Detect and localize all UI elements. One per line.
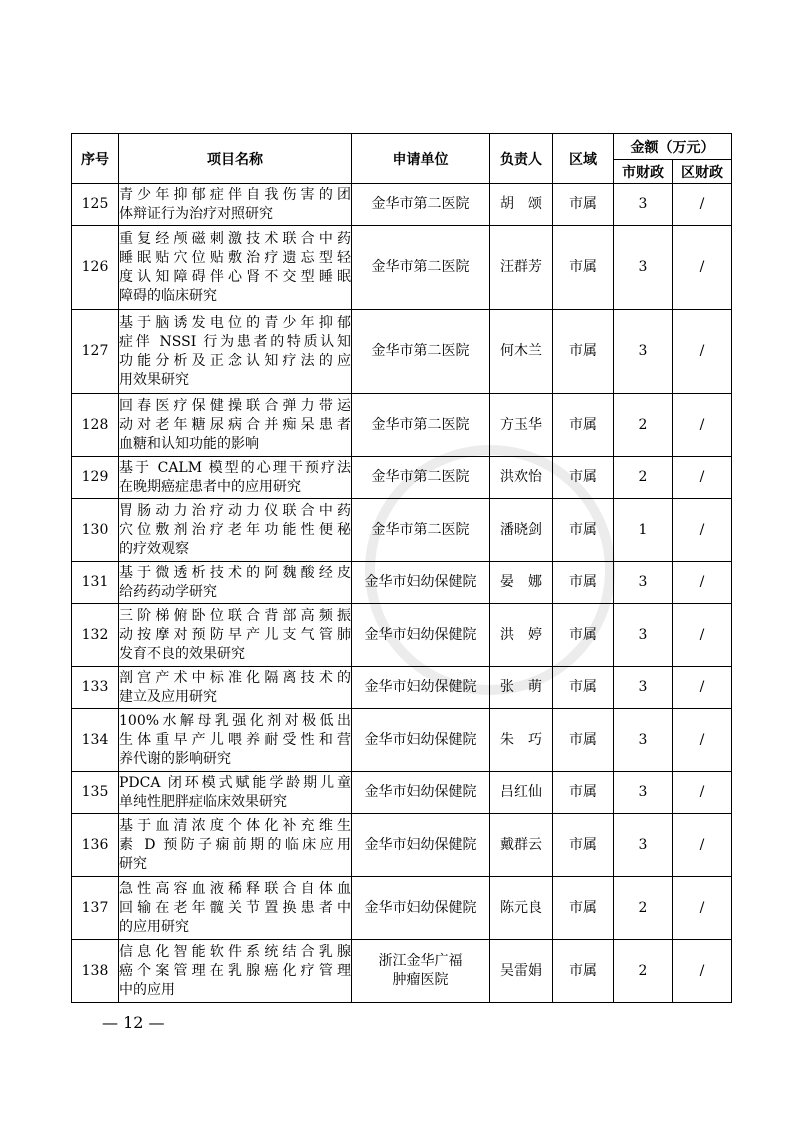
- row-city-finance: 3: [614, 667, 673, 709]
- project-name-line: 度认知障碍伴心肾不交型睡眠: [119, 268, 351, 285]
- row-leader: 张 萌: [490, 667, 553, 709]
- row-city-finance: 3: [614, 310, 673, 394]
- project-table: [71, 133, 732, 1003]
- row-seq: 131: [72, 562, 119, 604]
- project-name-line: 睡眠贴穴位贴敷治疗遗忘型轻: [119, 249, 351, 266]
- project-name-line: 功能分析及正念认知疗法的应: [119, 352, 351, 369]
- table-row: [72, 940, 732, 1003]
- project-name-line: 生体重早产儿喂养耐受性和营: [119, 731, 351, 748]
- row-leader: 戴群云: [490, 814, 553, 877]
- row-unit: 金华市妇幼保健院: [352, 709, 490, 772]
- project-name-line: 青少年抑郁症伴自我伤害的团: [119, 186, 351, 203]
- table-row: [72, 394, 732, 457]
- table-row: [72, 709, 732, 772]
- project-name-line: 信息化智能软件系统结合乳腺: [119, 943, 351, 960]
- row-unit: 金华市妇幼保健院: [352, 667, 490, 709]
- row-unit: 金华市妇幼保健院: [352, 814, 490, 877]
- row-city-finance: 3: [614, 814, 673, 877]
- row-district-finance: /: [673, 562, 732, 604]
- row-district-finance: /: [673, 814, 732, 877]
- table-row: [72, 667, 732, 709]
- row-seq: 138: [72, 940, 119, 1003]
- row-district-finance: /: [673, 394, 732, 457]
- row-unit: 金华市妇幼保健院: [352, 877, 490, 940]
- row-seq: 135: [72, 772, 119, 814]
- table-row: [72, 457, 732, 499]
- row-project-name: [119, 457, 352, 499]
- header-city-finance: 市财政: [614, 160, 673, 184]
- project-name-line: 回春医疗保健操联合弹力带运: [119, 397, 351, 414]
- row-leader: 洪 婷: [490, 604, 553, 667]
- row-project-name: [119, 877, 352, 940]
- row-unit: 金华市第二医院: [352, 184, 490, 226]
- row-city-finance: 3: [614, 772, 673, 814]
- row-city-finance: 3: [614, 709, 673, 772]
- row-city-finance: 2: [614, 457, 673, 499]
- row-project-name: [119, 310, 352, 394]
- row-seq: 130: [72, 499, 119, 562]
- row-leader: 晏 娜: [490, 562, 553, 604]
- header-leader: 负责人: [490, 134, 553, 184]
- row-leader: 陈元良: [490, 877, 553, 940]
- row-project-name: [119, 184, 352, 226]
- project-name-line: 的疗效观察: [119, 540, 189, 557]
- row-area: 市属: [553, 604, 614, 667]
- row-project-name: [119, 667, 352, 709]
- row-seq: 129: [72, 457, 119, 499]
- row-unit: 金华市第二医院: [352, 394, 490, 457]
- project-name-line: 回输在老年髋关节置换患者中: [119, 899, 351, 916]
- row-area: 市属: [553, 394, 614, 457]
- row-city-finance: 3: [614, 184, 673, 226]
- header-seq: 序号: [72, 134, 119, 184]
- table-row: [72, 499, 732, 562]
- row-city-finance: 2: [614, 940, 673, 1003]
- row-leader: 吕红仙: [490, 772, 553, 814]
- row-unit: 金华市妇幼保健院: [352, 604, 490, 667]
- project-name-line: 用效果研究: [119, 371, 189, 388]
- project-name-line: 的应用研究: [119, 918, 189, 935]
- row-district-finance: /: [673, 772, 732, 814]
- row-city-finance: 1: [614, 499, 673, 562]
- unit-line: 肿瘤医院: [392, 972, 449, 988]
- table-row: [72, 877, 732, 940]
- row-unit: 金华市第二医院: [352, 310, 490, 394]
- project-name-line: 穴位敷剂治疗老年功能性便秘: [119, 521, 351, 538]
- row-district-finance: /: [673, 604, 732, 667]
- row-area: 市属: [553, 877, 614, 940]
- row-leader: 朱 巧: [490, 709, 553, 772]
- row-leader: 胡 颂: [490, 184, 553, 226]
- project-name-line: 动按摩对预防早产儿支气管肺: [119, 626, 351, 643]
- project-name-line: 三阶梯俯卧位联合背部高频振: [119, 607, 351, 624]
- table-row: [72, 310, 732, 394]
- row-area: 市属: [553, 499, 614, 562]
- project-name-line: PDCA 闭环模式赋能学龄期儿童: [119, 774, 351, 791]
- row-area: 市属: [553, 940, 614, 1003]
- row-city-finance: 2: [614, 877, 673, 940]
- row-district-finance: /: [673, 499, 732, 562]
- row-district-finance: /: [673, 457, 732, 499]
- project-name-line: 基于脑诱发电位的青少年抑郁: [119, 314, 351, 331]
- header-district-finance: 区财政: [673, 160, 732, 184]
- row-area: 市属: [553, 562, 614, 604]
- row-project-name: [119, 499, 352, 562]
- row-seq: 134: [72, 709, 119, 772]
- row-area: 市属: [553, 226, 614, 310]
- page-number: — 12 —: [102, 1013, 165, 1032]
- project-name-line: 症伴 NSSI 行为患者的特质认知: [119, 333, 351, 350]
- project-name-line: 基于血清浓度个体化补充维生: [119, 817, 351, 834]
- row-district-finance: /: [673, 877, 732, 940]
- project-name-line: 发育不良的效果研究: [119, 645, 245, 662]
- row-unit: 金华市妇幼保健院: [352, 772, 490, 814]
- project-name-line: 在晚期癌症患者中的应用研究: [119, 478, 301, 495]
- header-unit: 申请单位: [352, 134, 490, 184]
- row-project-name: [119, 394, 352, 457]
- row-leader: 洪欢怡: [490, 457, 553, 499]
- project-name-line: 基于 CALM 模型的心理干预疗法: [119, 459, 351, 476]
- row-district-finance: /: [673, 940, 732, 1003]
- row-area: 市属: [553, 184, 614, 226]
- header-amount: 金额（万元）: [614, 134, 732, 160]
- project-name-line: 剖宫产术中标准化隔离技术的: [119, 669, 351, 686]
- unit-line: 浙江金华广福: [378, 953, 463, 969]
- row-unit: 金华市第二医院: [352, 499, 490, 562]
- row-unit: 金华市第二医院: [352, 226, 490, 310]
- row-area: 市属: [553, 814, 614, 877]
- project-name-line: 癌个案管理在乳腺癌化疗管理: [119, 962, 351, 979]
- project-name-line: 重复经颅磁刺激技术联合中药: [119, 230, 351, 247]
- row-project-name: [119, 814, 352, 877]
- row-leader: 方玉华: [490, 394, 553, 457]
- project-name-line: 建立及应用研究: [119, 688, 217, 705]
- row-project-name: [119, 709, 352, 772]
- row-city-finance: 2: [614, 394, 673, 457]
- project-name-line: 给药药动学研究: [119, 583, 217, 600]
- project-name-line: 养代谢的影响研究: [119, 750, 231, 767]
- row-seq: 127: [72, 310, 119, 394]
- row-unit: [352, 940, 490, 1003]
- table-row: [72, 814, 732, 877]
- row-city-finance: 3: [614, 562, 673, 604]
- row-area: 市属: [553, 457, 614, 499]
- project-name-line: 血糖和认知功能的影响: [119, 435, 259, 452]
- row-seq: 132: [72, 604, 119, 667]
- row-leader: 汪群芳: [490, 226, 553, 310]
- project-name-line: 基于微透析技术的阿魏酸经皮: [119, 564, 351, 581]
- row-project-name: [119, 226, 352, 310]
- row-seq: 137: [72, 877, 119, 940]
- row-district-finance: /: [673, 226, 732, 310]
- row-seq: 125: [72, 184, 119, 226]
- row-area: 市属: [553, 667, 614, 709]
- project-name-line: 急性高容血液稀释联合自体血: [119, 880, 351, 897]
- project-name-line: 障碍的临床研究: [119, 287, 217, 304]
- row-district-finance: /: [673, 667, 732, 709]
- row-seq: 126: [72, 226, 119, 310]
- project-name-line: 100%水解母乳强化剂对极低出: [119, 712, 351, 729]
- row-area: 市属: [553, 310, 614, 394]
- row-district-finance: /: [673, 709, 732, 772]
- table-row: [72, 226, 732, 310]
- project-name-line: 研究: [119, 855, 147, 872]
- row-district-finance: /: [673, 310, 732, 394]
- row-city-finance: 3: [614, 604, 673, 667]
- project-name-line: 中的应用: [119, 981, 175, 998]
- row-area: 市属: [553, 772, 614, 814]
- row-leader: 何木兰: [490, 310, 553, 394]
- table-row: [72, 184, 732, 226]
- row-seq: 136: [72, 814, 119, 877]
- row-project-name: [119, 940, 352, 1003]
- row-leader: 吴雷娟: [490, 940, 553, 1003]
- row-project-name: [119, 772, 352, 814]
- table-row: [72, 562, 732, 604]
- row-seq: 133: [72, 667, 119, 709]
- table-row: [72, 772, 732, 814]
- header-name: 项目名称: [119, 134, 352, 184]
- project-name-line: 单纯性肥胖症临床效果研究: [119, 793, 287, 810]
- project-name-line: 素 D 预防子痫前期的临床应用: [119, 836, 351, 853]
- row-project-name: [119, 604, 352, 667]
- row-unit: 金华市第二医院: [352, 457, 490, 499]
- project-name-line: 胃肠动力治疗动力仪联合中药: [119, 502, 351, 519]
- row-seq: 128: [72, 394, 119, 457]
- row-project-name: [119, 562, 352, 604]
- row-area: 市属: [553, 709, 614, 772]
- header-area: 区域: [553, 134, 614, 184]
- project-name-line: 体辩证行为治疗对照研究: [119, 205, 273, 222]
- project-name-line: 动对老年糖尿病合并痴呆患者: [119, 416, 351, 433]
- row-unit: 金华市妇幼保健院: [352, 562, 490, 604]
- row-leader: 潘晓剑: [490, 499, 553, 562]
- row-city-finance: 3: [614, 226, 673, 310]
- table-row: [72, 604, 732, 667]
- row-district-finance: /: [673, 184, 732, 226]
